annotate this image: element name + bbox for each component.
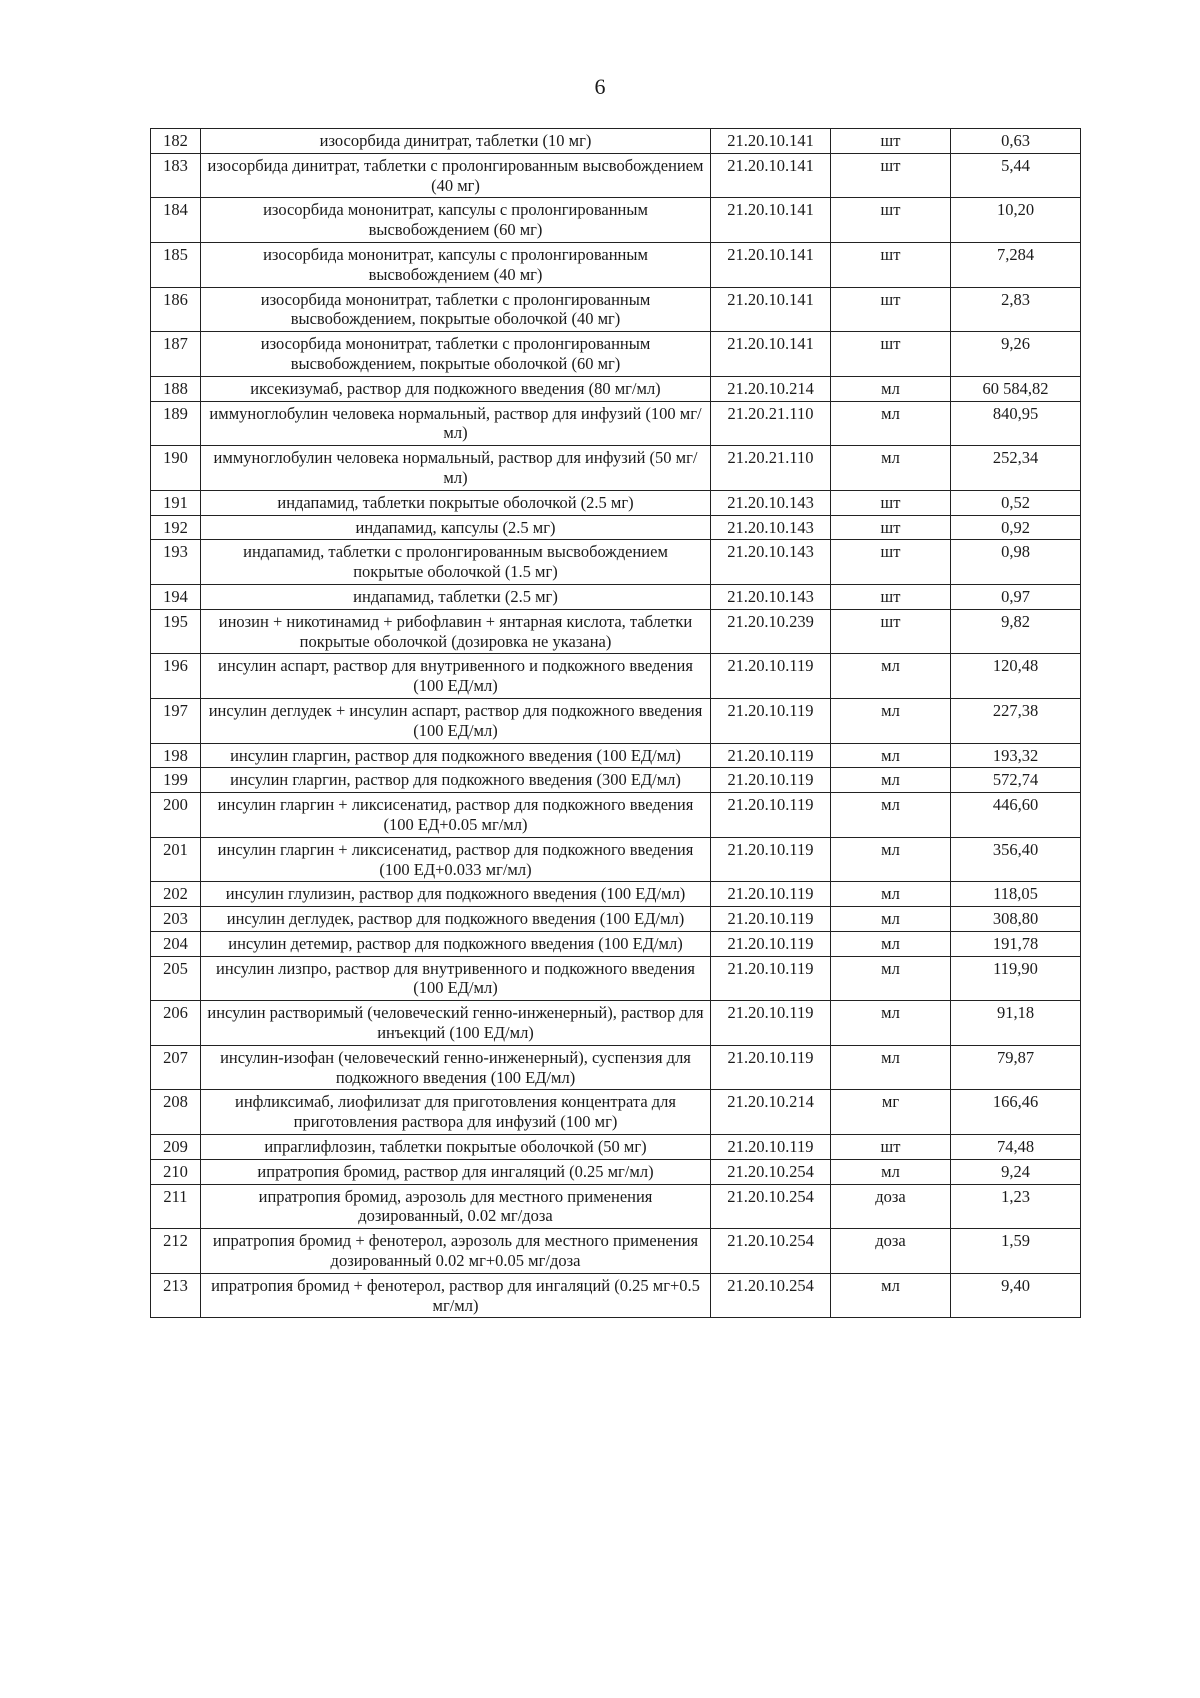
okpd-code-cell: 21.20.10.239 — [711, 609, 831, 654]
drug-name-cell: ипратропия бромид + фенотерол, аэрозоль для местного применения дозированный 0.02 мг+0.05 мг/доза — [201, 1229, 711, 1274]
row-number-cell: 199 — [151, 768, 201, 793]
table-row — [151, 743, 1081, 768]
unit-of-measure-cell: мл — [831, 1001, 951, 1046]
okpd-code-cell: 21.20.10.119 — [711, 882, 831, 907]
unit-price-cell: 193,32 — [951, 743, 1081, 768]
unit-of-measure-cell: мл — [831, 654, 951, 699]
unit-price-cell: 119,90 — [951, 956, 1081, 1001]
table-row — [151, 1001, 1081, 1046]
row-number-cell: 211 — [151, 1184, 201, 1229]
row-number-cell: 185 — [151, 242, 201, 287]
okpd-code-cell: 21.20.10.119 — [711, 907, 831, 932]
okpd-code-cell: 21.20.10.141 — [711, 129, 831, 154]
unit-of-measure-cell: мл — [831, 837, 951, 882]
table-row — [151, 515, 1081, 540]
unit-of-measure-cell: шт — [831, 584, 951, 609]
table-row — [151, 1273, 1081, 1318]
row-number-cell: 205 — [151, 956, 201, 1001]
unit-price-cell: 10,20 — [951, 198, 1081, 243]
unit-of-measure-cell: шт — [831, 198, 951, 243]
unit-of-measure-cell: мл — [831, 793, 951, 838]
row-number-cell: 209 — [151, 1135, 201, 1160]
okpd-code-cell: 21.20.10.141 — [711, 332, 831, 377]
okpd-code-cell: 21.20.10.254 — [711, 1184, 831, 1229]
okpd-code-cell: 21.20.10.119 — [711, 743, 831, 768]
table-row — [151, 956, 1081, 1001]
okpd-code-cell: 21.20.10.143 — [711, 584, 831, 609]
okpd-code-cell: 21.20.10.143 — [711, 540, 831, 585]
drug-name-cell: инозин + никотинамид + рибофлавин + янтарная кислота, таблетки покрытые оболочкой (дозировка не указана) — [201, 609, 711, 654]
unit-price-cell: 1,59 — [951, 1229, 1081, 1274]
unit-of-measure-cell: мл — [831, 931, 951, 956]
drug-name-cell: инсулин детемир, раствор для подкожного введения (100 ЕД/мл) — [201, 931, 711, 956]
unit-of-measure-cell: мг — [831, 1090, 951, 1135]
row-number-cell: 189 — [151, 401, 201, 446]
table-row — [151, 490, 1081, 515]
unit-price-cell: 120,48 — [951, 654, 1081, 699]
unit-of-measure-cell: мл — [831, 698, 951, 743]
unit-of-measure-cell: шт — [831, 1135, 951, 1160]
row-number-cell: 190 — [151, 446, 201, 491]
table-row — [151, 1159, 1081, 1184]
unit-price-cell: 356,40 — [951, 837, 1081, 882]
table-row — [151, 907, 1081, 932]
unit-price-cell: 0,63 — [951, 129, 1081, 154]
okpd-code-cell: 21.20.10.119 — [711, 1135, 831, 1160]
unit-price-cell: 9,40 — [951, 1273, 1081, 1318]
row-number-cell: 201 — [151, 837, 201, 882]
okpd-code-cell: 21.20.10.119 — [711, 1001, 831, 1046]
unit-price-cell: 5,44 — [951, 153, 1081, 198]
unit-price-cell: 446,60 — [951, 793, 1081, 838]
table-row — [151, 446, 1081, 491]
table-row — [151, 287, 1081, 332]
drug-name-cell: индапамид, таблетки с пролонгированным высвобождением покрытые оболочкой (1.5 мг) — [201, 540, 711, 585]
table-row — [151, 376, 1081, 401]
unit-price-cell: 0,52 — [951, 490, 1081, 515]
unit-of-measure-cell: шт — [831, 490, 951, 515]
drug-name-cell: индапамид, таблетки (2.5 мг) — [201, 584, 711, 609]
drug-name-cell: изосорбида мононитрат, капсулы с пролонгированным высвобождением (60 мг) — [201, 198, 711, 243]
row-number-cell: 208 — [151, 1090, 201, 1135]
drug-name-cell: изосорбида мононитрат, капсулы с пролонгированным высвобождением (40 мг) — [201, 242, 711, 287]
unit-of-measure-cell: мл — [831, 1273, 951, 1318]
okpd-code-cell: 21.20.21.110 — [711, 446, 831, 491]
okpd-code-cell: 21.20.10.141 — [711, 153, 831, 198]
drug-name-cell: инсулин аспарт, раствор для внутривенного и подкожного введения (100 ЕД/мл) — [201, 654, 711, 699]
okpd-code-cell: 21.20.21.110 — [711, 401, 831, 446]
unit-price-cell: 1,23 — [951, 1184, 1081, 1229]
row-number-cell: 200 — [151, 793, 201, 838]
okpd-code-cell: 21.20.10.254 — [711, 1159, 831, 1184]
row-number-cell: 193 — [151, 540, 201, 585]
unit-of-measure-cell: шт — [831, 540, 951, 585]
row-number-cell: 207 — [151, 1045, 201, 1090]
okpd-code-cell: 21.20.10.119 — [711, 1045, 831, 1090]
drug-name-cell: инсулин гларгин + ликсисенатид, раствор для подкожного введения (100 ЕД+0.05 мг/мл) — [201, 793, 711, 838]
okpd-code-cell: 21.20.10.119 — [711, 793, 831, 838]
unit-of-measure-cell: шт — [831, 609, 951, 654]
unit-price-cell: 308,80 — [951, 907, 1081, 932]
unit-of-measure-cell: шт — [831, 153, 951, 198]
okpd-code-cell: 21.20.10.254 — [711, 1229, 831, 1274]
drug-name-cell: инсулин гларгин, раствор для подкожного введения (300 ЕД/мл) — [201, 768, 711, 793]
row-number-cell: 186 — [151, 287, 201, 332]
unit-price-cell: 2,83 — [951, 287, 1081, 332]
table-row — [151, 242, 1081, 287]
unit-price-cell: 9,24 — [951, 1159, 1081, 1184]
table-row — [151, 540, 1081, 585]
row-number-cell: 192 — [151, 515, 201, 540]
table-row — [151, 1090, 1081, 1135]
unit-price-cell: 74,48 — [951, 1135, 1081, 1160]
row-number-cell: 195 — [151, 609, 201, 654]
row-number-cell: 203 — [151, 907, 201, 932]
drug-name-cell: ипратропия бромид, аэрозоль для местного применения дозированный, 0.02 мг/доза — [201, 1184, 711, 1229]
okpd-code-cell: 21.20.10.119 — [711, 654, 831, 699]
table-row — [151, 1135, 1081, 1160]
drug-name-cell: изосорбида мононитрат, таблетки с пролонгированным высвобождением, покрытые оболочкой (40 мг) — [201, 287, 711, 332]
okpd-code-cell: 21.20.10.254 — [711, 1273, 831, 1318]
okpd-code-cell: 21.20.10.141 — [711, 287, 831, 332]
unit-of-measure-cell: мл — [831, 907, 951, 932]
row-number-cell: 194 — [151, 584, 201, 609]
okpd-code-cell: 21.20.10.143 — [711, 515, 831, 540]
row-number-cell: 210 — [151, 1159, 201, 1184]
drug-name-cell: ипратропия бромид + фенотерол, раствор для ингаляций (0.25 мг+0.5 мг/мл) — [201, 1273, 711, 1318]
drug-name-cell: инфликсимаб, лиофилизат для приготовления концентрата для приготовления раствора для инфузий (100 мг) — [201, 1090, 711, 1135]
row-number-cell: 187 — [151, 332, 201, 377]
row-number-cell: 213 — [151, 1273, 201, 1318]
drug-name-cell: инсулин гларгин + ликсисенатид, раствор для подкожного введения (100 ЕД+0.033 мг/мл) — [201, 837, 711, 882]
drug-name-cell: инсулин лизпро, раствор для внутривенного и подкожного введения (100 ЕД/мл) — [201, 956, 711, 1001]
unit-price-cell: 166,46 — [951, 1090, 1081, 1135]
table-row — [151, 584, 1081, 609]
unit-of-measure-cell: доза — [831, 1229, 951, 1274]
unit-price-cell: 0,97 — [951, 584, 1081, 609]
unit-price-cell: 0,98 — [951, 540, 1081, 585]
row-number-cell: 212 — [151, 1229, 201, 1274]
table-row — [151, 882, 1081, 907]
table-body — [151, 129, 1081, 1318]
okpd-code-cell: 21.20.10.214 — [711, 376, 831, 401]
unit-of-measure-cell: мл — [831, 882, 951, 907]
table-row — [151, 837, 1081, 882]
unit-of-measure-cell: мл — [831, 1159, 951, 1184]
drug-name-cell: иксекизумаб, раствор для подкожного введения (80 мг/мл) — [201, 376, 711, 401]
unit-price-cell: 0,92 — [951, 515, 1081, 540]
table-row — [151, 198, 1081, 243]
unit-price-cell: 118,05 — [951, 882, 1081, 907]
okpd-code-cell: 21.20.10.141 — [711, 198, 831, 243]
row-number-cell: 196 — [151, 654, 201, 699]
drug-name-cell: инсулин глулизин, раствор для подкожного введения (100 ЕД/мл) — [201, 882, 711, 907]
drug-name-cell: инсулин деглудек + инсулин аспарт, раствор для подкожного введения (100 ЕД/мл) — [201, 698, 711, 743]
drug-name-cell: ипратропия бромид, раствор для ингаляций (0.25 мг/мл) — [201, 1159, 711, 1184]
unit-of-measure-cell: мл — [831, 768, 951, 793]
drug-name-cell: индапамид, таблетки покрытые оболочкой (2.5 мг) — [201, 490, 711, 515]
table-row — [151, 153, 1081, 198]
table-row — [151, 654, 1081, 699]
okpd-code-cell: 21.20.10.119 — [711, 956, 831, 1001]
table-row — [151, 129, 1081, 154]
unit-of-measure-cell: мл — [831, 376, 951, 401]
table-row — [151, 931, 1081, 956]
okpd-code-cell: 21.20.10.141 — [711, 242, 831, 287]
table-row — [151, 332, 1081, 377]
okpd-code-cell: 21.20.10.214 — [711, 1090, 831, 1135]
unit-price-cell: 840,95 — [951, 401, 1081, 446]
okpd-code-cell: 21.20.10.119 — [711, 768, 831, 793]
table-row — [151, 768, 1081, 793]
unit-of-measure-cell: мл — [831, 743, 951, 768]
unit-of-measure-cell: доза — [831, 1184, 951, 1229]
drug-name-cell: изосорбида мононитрат, таблетки с пролонгированным высвобождением, покрытые оболочкой (60 мг) — [201, 332, 711, 377]
unit-of-measure-cell: мл — [831, 1045, 951, 1090]
table-row — [151, 1045, 1081, 1090]
okpd-code-cell: 21.20.10.119 — [711, 698, 831, 743]
unit-price-cell: 191,78 — [951, 931, 1081, 956]
unit-of-measure-cell: мл — [831, 446, 951, 491]
row-number-cell: 197 — [151, 698, 201, 743]
drug-name-cell: изосорбида динитрат, таблетки (10 мг) — [201, 129, 711, 154]
row-number-cell: 188 — [151, 376, 201, 401]
unit-of-measure-cell: шт — [831, 242, 951, 287]
unit-price-cell: 7,284 — [951, 242, 1081, 287]
row-number-cell: 182 — [151, 129, 201, 154]
unit-of-measure-cell: шт — [831, 332, 951, 377]
drug-name-cell: инсулин растворимый (человеческий генно-инженерный), раствор для инъекций (100 ЕД/мл) — [201, 1001, 711, 1046]
page-number: 6 — [594, 74, 606, 99]
unit-of-measure-cell: мл — [831, 956, 951, 1001]
row-number-cell: 202 — [151, 882, 201, 907]
table-row — [151, 793, 1081, 838]
table-row — [151, 609, 1081, 654]
row-number-cell: 206 — [151, 1001, 201, 1046]
okpd-code-cell: 21.20.10.119 — [711, 931, 831, 956]
unit-price-cell: 91,18 — [951, 1001, 1081, 1046]
row-number-cell: 191 — [151, 490, 201, 515]
drug-name-cell: иммуноглобулин человека нормальный, раствор для инфузий (100 мг/мл) — [201, 401, 711, 446]
table-row — [151, 1229, 1081, 1274]
row-number-cell: 198 — [151, 743, 201, 768]
drug-name-cell: инсулин деглудек, раствор для подкожного введения (100 ЕД/мл) — [201, 907, 711, 932]
drug-name-cell: иммуноглобулин человека нормальный, раствор для инфузий (50 мг/мл) — [201, 446, 711, 491]
table-row — [151, 698, 1081, 743]
unit-price-cell: 227,38 — [951, 698, 1081, 743]
unit-price-cell: 79,87 — [951, 1045, 1081, 1090]
table-row — [151, 401, 1081, 446]
okpd-code-cell: 21.20.10.119 — [711, 837, 831, 882]
drug-name-cell: инсулин-изофан (человеческий генно-инженерный), суспензия для подкожного введения (100 ЕД/мл) — [201, 1045, 711, 1090]
drug-name-cell: ипраглифлозин, таблетки покрытые оболочкой (50 мг) — [201, 1135, 711, 1160]
unit-of-measure-cell: шт — [831, 287, 951, 332]
row-number-cell: 184 — [151, 198, 201, 243]
drug-price-table — [150, 128, 1081, 1318]
unit-of-measure-cell: шт — [831, 515, 951, 540]
unit-of-measure-cell: мл — [831, 401, 951, 446]
unit-price-cell: 252,34 — [951, 446, 1081, 491]
row-number-cell: 204 — [151, 931, 201, 956]
unit-of-measure-cell: шт — [831, 129, 951, 154]
table-row — [151, 1184, 1081, 1229]
unit-price-cell: 9,82 — [951, 609, 1081, 654]
okpd-code-cell: 21.20.10.143 — [711, 490, 831, 515]
unit-price-cell: 572,74 — [951, 768, 1081, 793]
row-number-cell: 183 — [151, 153, 201, 198]
drug-name-cell: индапамид, капсулы (2.5 мг) — [201, 515, 711, 540]
drug-name-cell: инсулин гларгин, раствор для подкожного введения (100 ЕД/мл) — [201, 743, 711, 768]
unit-price-cell: 9,26 — [951, 332, 1081, 377]
unit-price-cell: 60 584,82 — [951, 376, 1081, 401]
drug-name-cell: изосорбида динитрат, таблетки с пролонгированным высвобождением (40 мг) — [201, 153, 711, 198]
